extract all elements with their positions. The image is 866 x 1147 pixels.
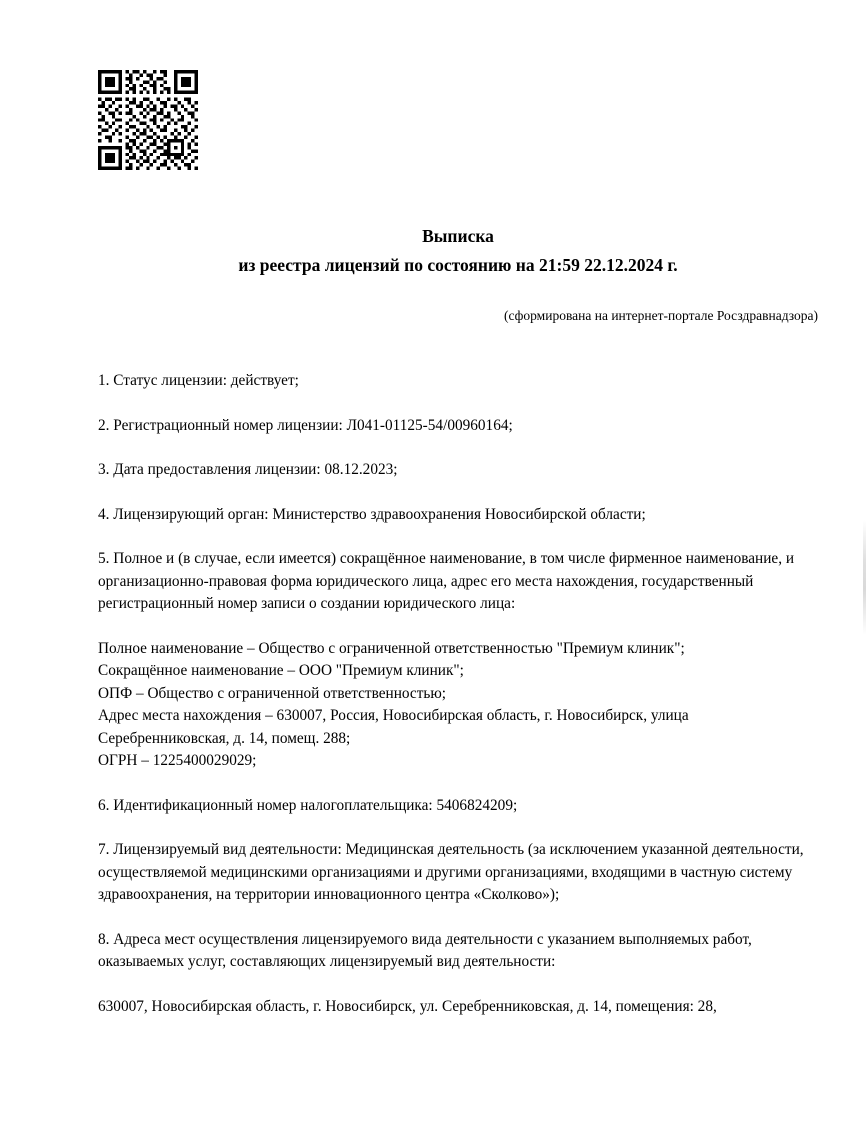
activity-address-line: 630007, Новосибирская область, г. Новосибирск, ул. Серебренниковская, д. 14, помещения: 28, [98, 997, 717, 1015]
entity-ogrn: ОГРН – 1225400029029; [98, 752, 257, 769]
document-body [98, 222, 818, 1018]
document-subtitle: (сформирована на интернет-портале Росздравнадзора) [503, 308, 818, 323]
title-line-1: Выписка [422, 226, 494, 246]
clause-licensing-authority: 4. Лицензирующий орган: Министерство здравоохранения Новосибирской области; [98, 505, 646, 523]
clause-activity-addresses: 8. Адреса мест осуществления лицензируемого вида деятельности с указанием выполняемых работ, оказываемых услуг, составляющих лицензируемый вид деятельности: [98, 930, 752, 970]
clause-entity-info: 5. Полное и (в случае, если имеется) сокращённое наименование, в том числе фирменное наименование, и организационно-правовая форма юридического лица, адрес его места нахождения, государственный регистрационный номер записи о создании юридического лица: [98, 550, 795, 612]
document-title [98, 222, 818, 280]
entity-short-name: Сокращённое наименование – ООО "Премиум клиник"; [98, 662, 464, 679]
clause-inn: 6. Идентификационный номер налогоплательщика: 5406824209; [98, 796, 518, 814]
qr-code-icon [98, 70, 198, 170]
entity-details [98, 638, 818, 773]
clause-activity-type: 7. Лицензируемый вид деятельности: Медицинская деятельность (за исключением указанной деятельности, осуществляемой медицинскими организациями и другими организациями, входящими в частную систему здравоохранения, на территории инновационного центра «Сколково»); [98, 841, 804, 903]
clause-issue-date: 3. Дата предоставления лицензии: 08.12.2023; [98, 461, 398, 478]
entity-full-name: Полное наименование – Общество с ограниченной ответственностью "Премиум клиник"; [98, 639, 685, 657]
clause-status: 1. Статус лицензии: действует; [98, 372, 299, 389]
entity-legal-form: ОПФ – Общество с ограниченной ответственностью; [98, 684, 447, 702]
entity-address: Адрес места нахождения – 630007, Россия, Новосибирская область, г. Новосибирск, улица Серебренниковская, д. 14, помещ. 288; [98, 707, 689, 747]
title-line-2: из реестра лицензий по состоянию на 21:59 22.12.2024 г. [238, 255, 678, 275]
clause-registration-number: 2. Регистрационный номер лицензии: Л041-01125-54/00960164; [98, 416, 513, 434]
